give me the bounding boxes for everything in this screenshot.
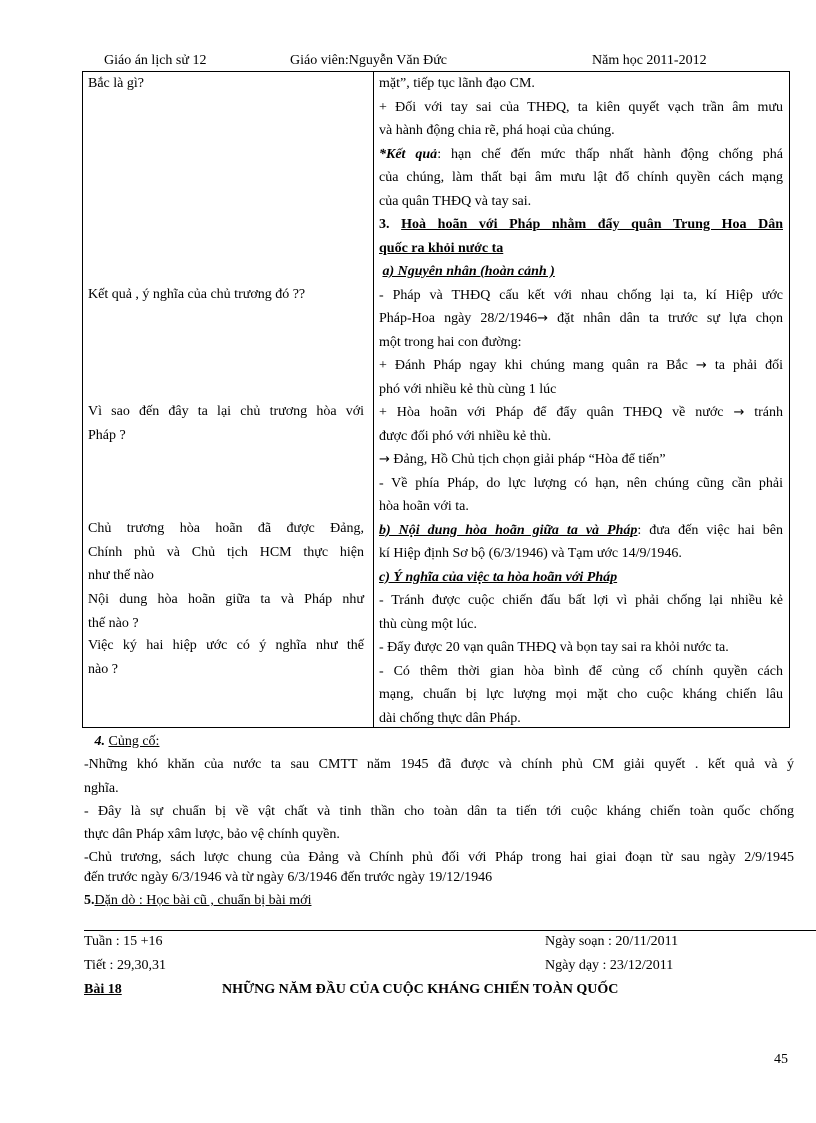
question-6: Việc ký hai hiệp ước có ý nghĩa như thế nào ? bbox=[88, 638, 364, 677]
header-teacher: Giáo viên:Nguyễn Văn Đức bbox=[290, 53, 448, 68]
page-number: 45 bbox=[774, 1052, 788, 1067]
page-header bbox=[100, 53, 740, 71]
section-3-heading-cont: quốc ra khỏi nước ta bbox=[379, 240, 504, 256]
homework-line: 5.Dặn dò : Học bài cũ , chuẩn bị bài mới bbox=[84, 893, 312, 908]
lesson-prepared-date: Ngày soạn : 20/11/2011 bbox=[545, 934, 679, 949]
arrow-icon: → bbox=[733, 405, 745, 420]
lesson-week: Tuần : 15 +16 bbox=[84, 934, 163, 949]
question-2: Kết quả , ý nghĩa của chủ trương đó ?? bbox=[88, 287, 306, 302]
lesson-periods: Tiết : 29,30,31 bbox=[84, 958, 166, 973]
arrow-icon: → bbox=[379, 452, 390, 467]
answer-column: mặt”, tiếp tục lãnh đạo CM. + Đối với tay sai của THĐQ, ta kiên quyết vạch trần âm mưu và hành động chia rẽ, phá hoại của chúng. *Kết quả: hạn chế đến mức thấp nhất hành động chống phá của chúng, làm thất bại âm mưu lật đổ chính quyền cách mạng của quân THĐQ và tay sai. 3. Hoà hoãn với Pháp nhằm đẩy quân Trung Hoa Dân quốc ra khỏi nước ta a) Nguyên nhân (hoàn cảnh ) - Pháp và THĐQ cấu kết với nhau chống lại ta, kí Hiệp ước Pháp-Hoa ngày 28/2/1946→ đặt nhân dân ta trước sự lựa chọn một trong hai con đường: + Đánh Pháp ngay khi chúng mang quân ra Bắc → ta phải đối phó với nhiều kẻ thù cùng 1 lúc + Hòa hoãn với Pháp để đẩy quân THĐQ về nước → tránh được đối phó với nhiều kẻ thù. → Đảng, Hồ Chủ tịch chọn giải pháp “Hòa để tiến” - Về phía Pháp, do lực lượng có hạn, nên chúng cũng cần phải hòa hoãn với ta. b) Nội dung hòa hoãn giữa ta và Pháp: đưa đến việc hai bên kí Hiệp định Sơ bộ (6/3/1946) và Tạm ước 14/9/1946. c) Ý nghĩa của việc ta hòa hoãn với Pháp - Tránh được cuộc chiến đấu bất lợi vì phải chống lại nhiều kẻ thù cùng một lúc. - Đẩy được 20 vạn quân THĐQ và bọn tay sai ra khỏi nước ta. - Có thêm thời gian hòa bình để củng cố chính quyền cách mạng, chuẩn bị lực lượng mọi mặt cho cuộc kháng chiến lâu dài chống thực dân Pháp. bbox=[379, 76, 784, 726]
subsection-c-heading: c) Ý nghĩa của việc ta hòa hoãn với Pháp bbox=[379, 569, 618, 585]
header-school-year: Năm học 2011-2012 bbox=[592, 53, 707, 68]
lesson-taught-date: Ngày dạy : 23/12/2011 bbox=[545, 958, 674, 973]
result-line: *Kết quả: hạn chế đến mức thấp nhất hành động chống phá bbox=[379, 146, 783, 162]
question-1: Bắc là gì? bbox=[88, 76, 144, 91]
question-3: Vì sao đến đây ta lại chủ trương hòa với Pháp ? bbox=[88, 404, 364, 443]
lesson-number: Bài 18 bbox=[84, 982, 122, 997]
question-5: Nội dung hòa hoãn giữa ta và Pháp như thế nào ? bbox=[88, 592, 364, 631]
question-4: Chủ trương hòa hoãn đã được Đảng, Chính phủ và Chủ tịch HCM thực hiện như thế nào bbox=[88, 521, 364, 583]
result-label: *Kết quả bbox=[379, 146, 438, 162]
section-3-heading: 3. Hoà hoãn với Pháp nhằm đẩy quân Trung Hoa Dân bbox=[379, 217, 784, 232]
section-separator bbox=[84, 930, 816, 931]
header-subject: Giáo án lịch sử 12 bbox=[104, 53, 207, 68]
consolidation-section: 4. Củng cố: -Những khó khăn của nước ta sau CMTT năm 1945 đã được và chính phủ CM giải quyết . kết quả và ý nghĩa. - Đây là sự chuẩn bị về vật chất và tinh thần cho toàn dân ta tiến tới cuộc kháng chiến toàn quốc chống thực dân Pháp xâm lược, bảo vệ chính quyền. -Chủ trương, sách lược chung của Đảng và Chính phủ đối với Pháp trong hai giai đoạn từ sau ngày 2/9/1945 đến trước ngày 6/3/1946 và từ ngày 6/3/1946 đến trước ngày 19/12/1946 5.Dặn dò : Học bài cũ , chuẩn bị bài mới bbox=[84, 730, 794, 912]
consolidation-heading: 4. Củng cố: bbox=[94, 734, 160, 749]
subsection-b-heading: b) Nội dung hòa hoãn giữa ta và Pháp bbox=[379, 522, 638, 538]
subsection-a-heading: a) Nguyên nhân (hoàn cảnh ) bbox=[382, 264, 555, 279]
arrow-icon: → bbox=[537, 311, 549, 326]
lesson-title: NHỮNG NĂM ĐẦU CỦA CUỘC KHÁNG CHIẾN TOÀN QUỐC bbox=[222, 982, 619, 997]
subsection-b-line: b) Nội dung hòa hoãn giữa ta và Pháp: đưa đến việc hai bên bbox=[379, 522, 784, 538]
column-divider bbox=[373, 72, 374, 727]
arrow-icon: → bbox=[695, 358, 707, 373]
